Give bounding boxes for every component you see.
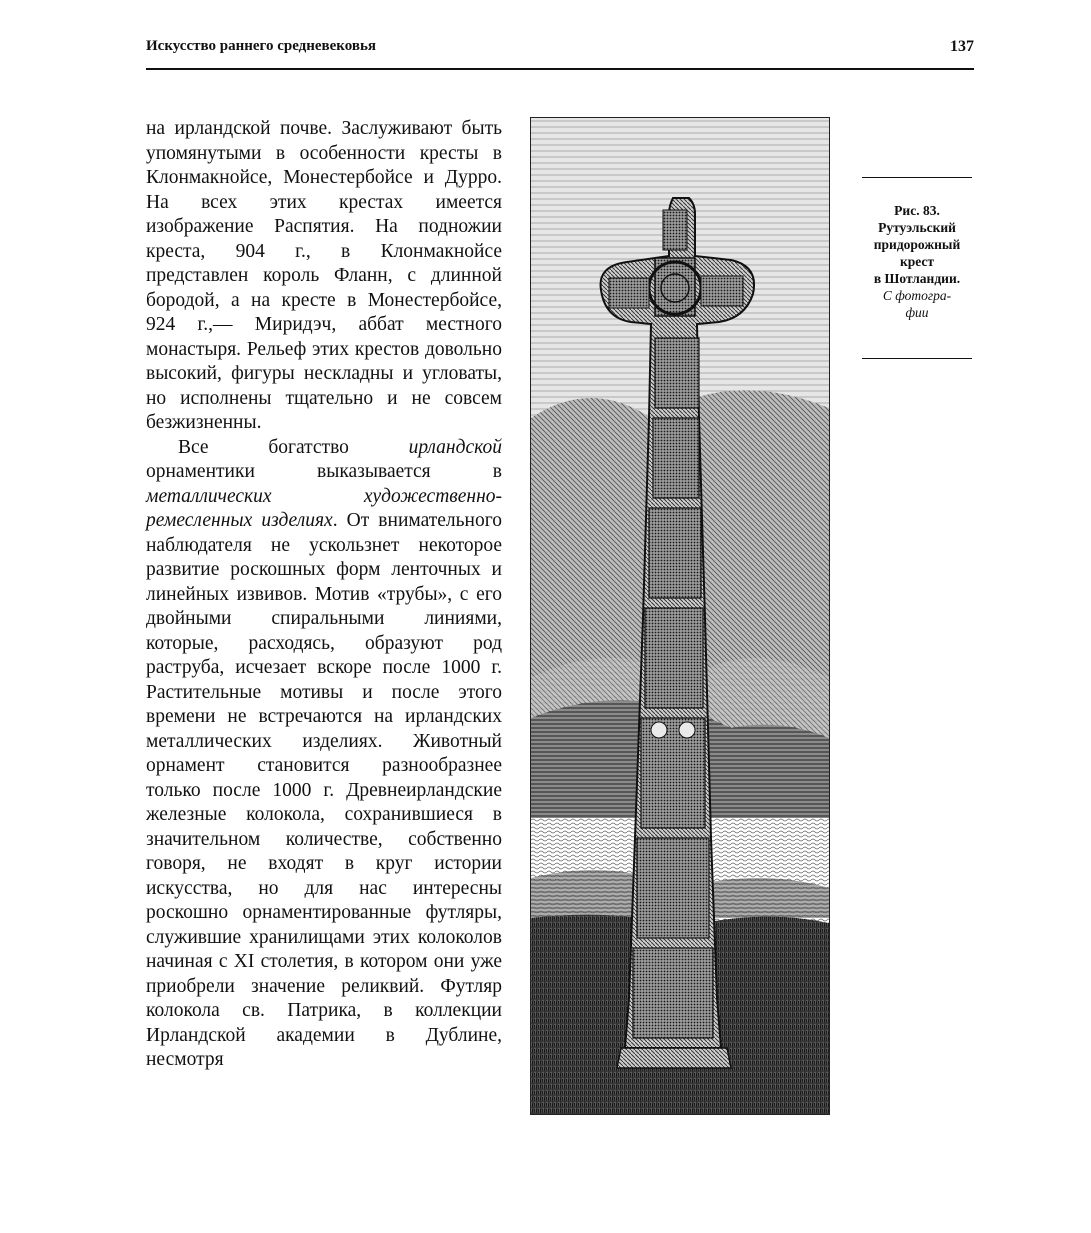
paragraph-2-emphasis-2: металлических художественно-ремесленных изделиях bbox=[146, 485, 502, 531]
paragraph-2-run-3: . От внимательного наблюдателя не ускользнет некоторое развитие роскошных форм ленточных и линейных извивов. Мотив «трубы», с его двойными спиральными линиями, которые, расходясь, образуют род раструба, исчезает вскоре после 1000 г. Растительные мотивы и после этого времени не встречаются на ирландских металлических изделиях. Животный орнамент становится разнообразнее только после 1000 г. Древнеирландские железные колокола, сохранившиеся в значительном количестве, собственно говоря, не входят в круг истории искусства, но для нас интересны роскошно орнаментированные футляры, служившие хранилищами этих колоколов начиная с XI столетия, в котором они уже приобрели значение реликвий. Футляр колокола св. Патрика, в коллекции Ирландской академии в Дублине, несмотря bbox=[146, 510, 502, 1070]
figure-cross-engraving bbox=[530, 117, 830, 1115]
body-text-column bbox=[146, 117, 502, 1073]
caption-source-line-1: С фотогра- bbox=[882, 288, 952, 303]
paragraph-2-run-2: орнаментики выказывается в bbox=[146, 461, 502, 482]
caption-title-line-1: Рутуэльский bbox=[878, 220, 956, 235]
header-rule bbox=[146, 68, 974, 70]
caption-number: Рис. 83. bbox=[894, 203, 940, 218]
caption-source-line-2: фии bbox=[905, 305, 929, 320]
paragraph-2 bbox=[146, 436, 502, 1073]
cross-engraving-illustration bbox=[531, 118, 829, 1114]
page-number: 137 bbox=[950, 38, 974, 55]
caption-title-line-4: в Шотландии. bbox=[873, 271, 961, 286]
caption-rule-top bbox=[862, 177, 972, 178]
paragraph-2-emphasis-1: ирландской bbox=[408, 436, 502, 458]
paragraph-2-run-1: Все богатство bbox=[178, 436, 409, 458]
caption-title-line-2: придорожный bbox=[873, 237, 961, 252]
caption-title-line-3: крест bbox=[899, 254, 935, 269]
caption-rule-bottom bbox=[862, 358, 972, 359]
paragraph-1: на ирландской почве. Заслуживают быть упомянутыми в особенности кресты в Клонмакнойсе, Монестербойсе и Дурро. На всех этих крестах имеется изображение Распятия. На подножии креста, 904 г., в Клонмакнойсе представлен король Фланн, с длинной бородой, а на кресте в Монестербойсе, 924 г.,— Миридэч, аббат местного монастыря. Рельеф этих крестов довольно высокий, фигуры нескладны и угловаты, но исполнены тщательно и не совсем безжизненны. bbox=[146, 118, 502, 433]
figure-caption bbox=[862, 202, 972, 321]
running-head bbox=[146, 38, 974, 64]
running-title: Искусство раннего средневековья bbox=[146, 38, 377, 54]
